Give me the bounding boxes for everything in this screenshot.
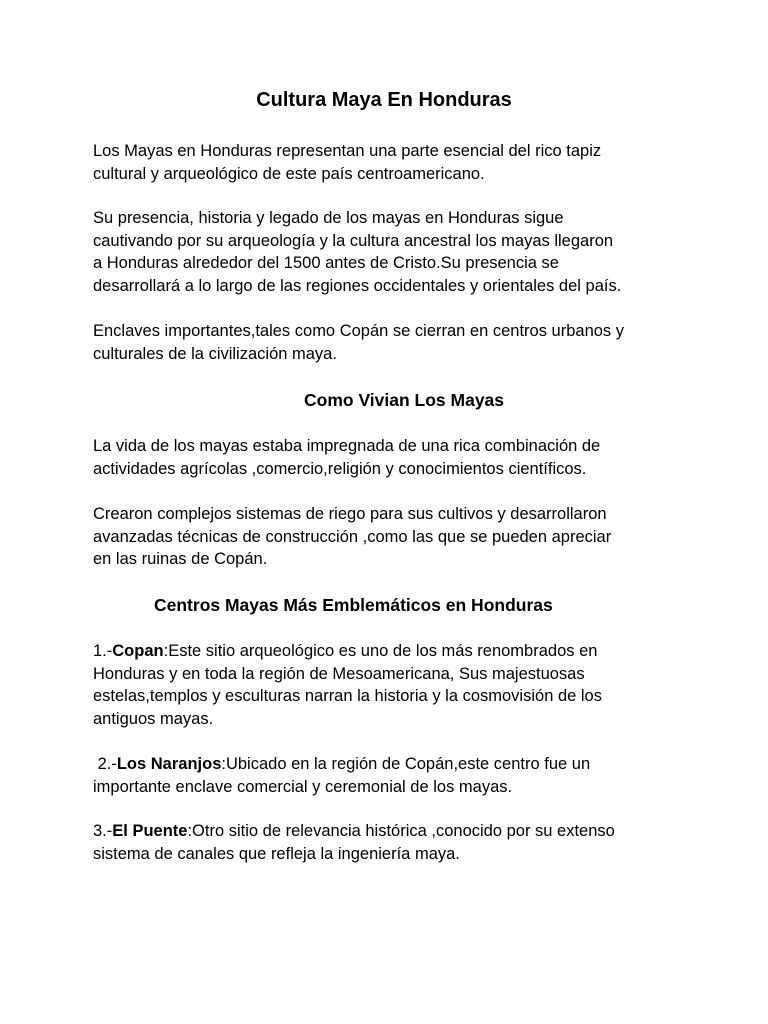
section1-paragraph-2 (93, 503, 693, 571)
intro-paragraph-2 (93, 207, 693, 297)
list-item-los-naranjos (93, 753, 693, 798)
text-line: en las ruinas de Copán. (93, 550, 268, 569)
text-line: sistema de canales que refleja la ingeniería maya. (93, 844, 460, 863)
text-line: importante enclave comercial y ceremonial de los mayas. (93, 777, 513, 796)
text-line: Honduras y en toda la región de Mesoamericana, Sus majestuosas (93, 664, 585, 683)
section-heading-centros-mayas: Centros Mayas Más Emblemáticos en Honduras (154, 595, 553, 615)
text-line: estelas,templos y esculturas narran la historia y la cosmovisión de los (93, 687, 602, 706)
intro-paragraph-1 (93, 140, 693, 185)
intro-paragraph-3 (93, 320, 693, 365)
list-item-copan (93, 640, 693, 730)
item-text: :Este sitio arqueológico es uno de los más renombrados en (163, 642, 598, 660)
site-name: Los Naranjos (116, 755, 222, 773)
document-title: Cultura Maya En Honduras (256, 89, 512, 111)
text-line: Su presencia, historia y legado de los mayas en Honduras sigue (93, 209, 564, 227)
list-item-el-puente (93, 820, 693, 865)
text-line: desarrollará a lo largo de las regiones occidentales y orientales del país. (93, 276, 622, 295)
item-prefix: 1.- (93, 642, 113, 660)
text-line: Los Mayas en Honduras representan una parte esencial del rico tapiz (93, 142, 602, 160)
text-line (93, 820, 693, 843)
item-prefix: 3.- (93, 822, 113, 840)
text-line: La vida de los mayas estaba impregnada de una rica combinación de (93, 437, 601, 455)
text-line: Crearon complejos sistemas de riego para sus cultivos y desarrollaron (93, 505, 607, 523)
text-line (93, 753, 693, 776)
site-name: El Puente (112, 822, 188, 840)
text-line (93, 640, 693, 663)
text-line: cautivando por su arqueología y la cultura ancestral los mayas llegaron (93, 231, 614, 250)
section-heading-como-vivian: Como Vivian Los Mayas (304, 390, 505, 410)
text-line: cultural y arqueológico de este país centroamericano. (93, 164, 485, 183)
text-line: a Honduras alrededor del 1500 antes de Cristo.Su presencia se (93, 254, 559, 273)
item-text: :Otro sitio de relevancia histórica ,conocido por su extenso (187, 822, 615, 840)
item-prefix: 2.- (93, 755, 117, 773)
site-name: Copan (112, 642, 164, 660)
section1-paragraph-1 (93, 435, 693, 480)
text-line: antiguos mayas. (93, 709, 214, 728)
text-line: avanzadas técnicas de construcción ,como las que se pueden apreciar (93, 527, 612, 546)
item-text: :Ubicado en la región de Copán,este centro fue un (221, 755, 591, 773)
text-line: Enclaves importantes,tales como Copán se cierran en centros urbanos y (93, 322, 625, 340)
text-line: culturales de la civilización maya. (93, 344, 337, 363)
text-line: actividades agrícolas ,comercio,religión y conocimientos científicos. (93, 459, 587, 478)
